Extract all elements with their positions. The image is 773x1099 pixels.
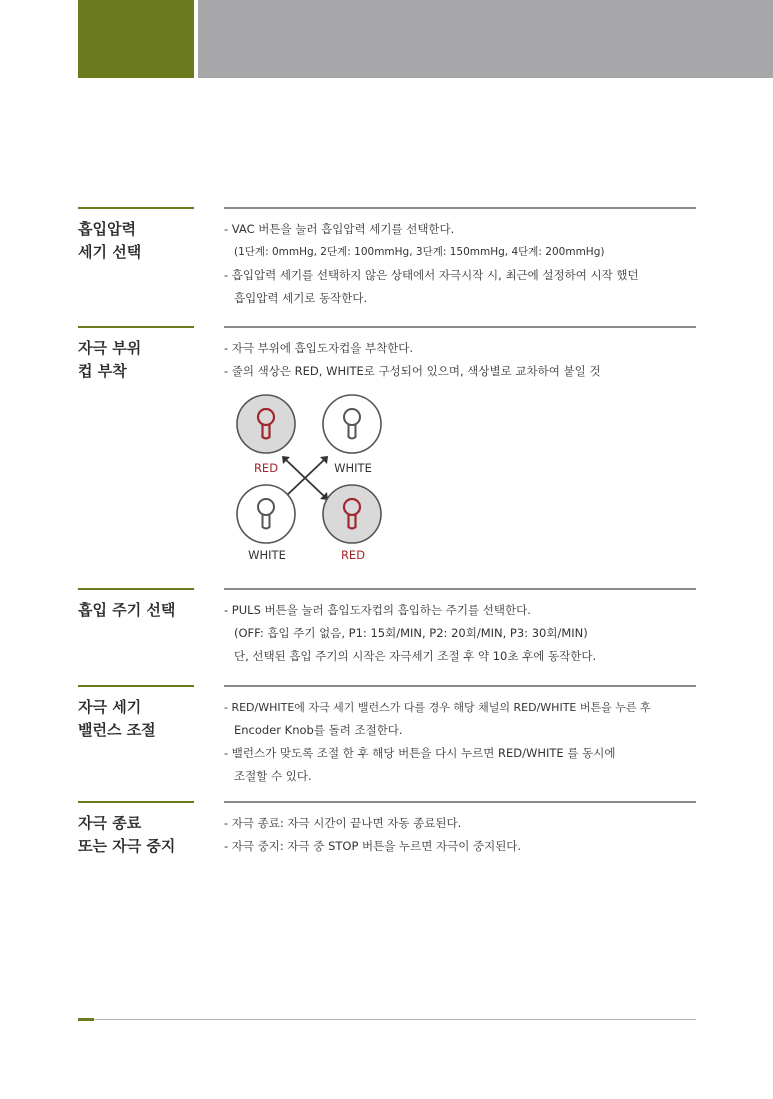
suction-cup-red-icon	[320, 482, 384, 546]
body-line: - 자극 중지: 자극 중 STOP 버튼을 누르면 자극이 중지된다.	[224, 839, 522, 853]
body-line: 조절할 수 있다.	[234, 769, 312, 783]
body-line: - 줄의 색상은 RED, WHITE로 구성되어 있으며, 색상별로 교차하여 붙일 것	[224, 364, 601, 378]
body-rule	[224, 685, 696, 687]
body-line: 흡입압력 세기로 동작한다.	[234, 291, 368, 305]
section-body	[224, 696, 696, 788]
cup-label-red: RED	[340, 548, 366, 562]
body-line: Encoder Knob를 돌려 조절한다.	[234, 723, 403, 737]
section-body	[224, 812, 696, 858]
title-rule	[78, 326, 194, 328]
title-rule	[78, 207, 194, 209]
title-rule	[78, 801, 194, 803]
section-title: 흡입 주기 선택	[78, 601, 176, 619]
suction-cup-white-icon	[320, 392, 384, 456]
body-line: - PULS 버튼을 눌러 흡입도자컵의 흡입하는 주기를 선택한다.	[224, 603, 531, 617]
section-title: 흡입압력 세기 선택	[78, 220, 142, 261]
section-body	[224, 599, 696, 668]
section-title: 자극 종료 또는 자극 중지	[78, 814, 176, 855]
body-rule	[224, 207, 696, 209]
body-line: - 자극 종료: 자극 시간이 끝나면 자동 종료된다.	[224, 816, 462, 830]
body-line: - 자극 부위에 흡입도자컵을 부착한다.	[224, 341, 414, 355]
body-rule	[224, 588, 696, 590]
body-rule	[224, 801, 696, 803]
section-body	[224, 218, 696, 310]
body-line: - RED/WHITE에 자극 세기 밸런스가 다를 경우 해당 채널의 RED/WHITE 버튼을 누른 후	[224, 701, 651, 714]
body-rule	[224, 326, 696, 328]
body-line: - 흡입압력 세기를 선택하지 않은 상태에서 자극시작 시, 최근에 설정하여 시작 했던	[224, 268, 639, 282]
title-rule	[78, 588, 194, 590]
body-line: 단, 선택된 흡입 주기의 시작은 자극세기 조절 후 약 10초 후에 동작한다.	[234, 649, 597, 663]
footer-accent	[78, 1018, 94, 1021]
suction-cup-white-icon	[234, 482, 298, 546]
section-title: 자극 부위 컵 부착	[78, 339, 142, 380]
cup-label-red: RED	[253, 461, 279, 475]
body-line: (OFF: 흡입 주기 없음, P1: 15회/MIN, P2: 20회/MIN, P3: 30회/MIN)	[234, 626, 588, 640]
cup-label-white: WHITE	[334, 461, 372, 475]
footer-rule	[94, 1019, 696, 1020]
section-title: 자극 세기 밸런스 조절	[78, 698, 156, 739]
body-line: - VAC 버튼을 눌러 흡입압력 세기를 선택한다.	[224, 222, 455, 236]
cup-label-white: WHITE	[248, 548, 286, 562]
body-line: (1단계: 0mmHg, 2단계: 100mmHg, 3단계: 150mmHg, 4단계: 200mmHg)	[234, 246, 605, 258]
cup-placement-diagram	[158, 392, 378, 572]
section-body	[224, 337, 696, 383]
title-rule	[78, 685, 194, 687]
body-line: - 밸런스가 맞도록 조절 한 후 해당 버튼을 다시 누르면 RED/WHITE 를 동시에	[224, 746, 616, 760]
suction-cup-red-icon	[234, 392, 298, 456]
header-accent-block	[78, 0, 194, 78]
header-bar	[198, 0, 773, 78]
